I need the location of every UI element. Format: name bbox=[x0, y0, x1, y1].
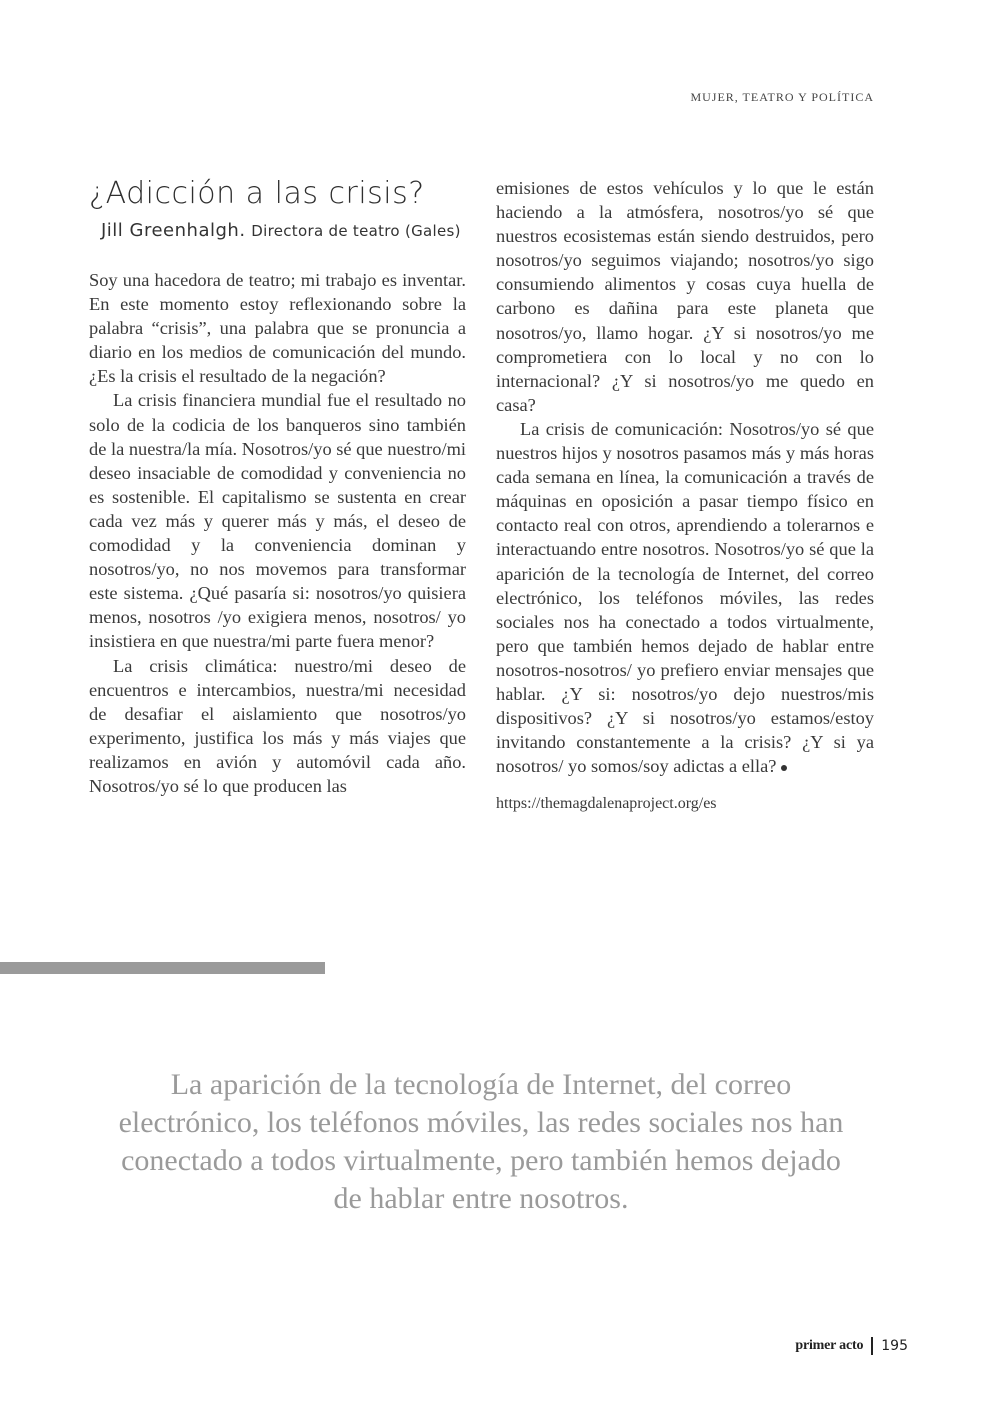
source-link[interactable]: https://themagdalenaproject.org/es bbox=[496, 795, 717, 813]
paragraph: emisiones de estos vehículos y lo que le están haciendo a la atmósfera, nosotros/yo sé que nuestros ecosistemas están siendo destruidos, pero nosotros/yo seguimos viajando; nosotros/yo sigo consumiendo alimentos y cosas cuya huella de carbono es dañina para este planeta que nosotros/yo, llamo hogar. ¿Y si nosotros/yo me comprometiera con lo local y no con lo internacional? ¿Y si nosotros/yo me quedo en casa? bbox=[496, 178, 874, 415]
author-role: Directora de teatro (Gales) bbox=[251, 222, 461, 240]
magazine-name: primer acto bbox=[795, 1338, 864, 1353]
pull-quote: La aparición de la tecnología de Internet, del correo electrónico, los teléfonos móviles, las redes sociales nos han conectado a todos virtualmente, pero también hemos dejado de hablar entre nosotros. bbox=[118, 1068, 844, 1215]
paragraph-final bbox=[496, 417, 874, 778]
byline bbox=[101, 220, 466, 242]
folio-divider bbox=[871, 1337, 873, 1355]
author-name: Jill Greenhalgh. bbox=[101, 220, 246, 241]
folio bbox=[795, 1337, 908, 1355]
running-head: MUJER, TEATRO Y POLÍTICA bbox=[690, 90, 874, 104]
page-number: 195 bbox=[881, 1338, 908, 1354]
article-title: ¿Adicción a las crisis? bbox=[89, 176, 425, 211]
paragraph: La crisis climática: nuestro/mi deseo de encuentros e intercambios, nuestra/mi necesidad de desafiar el aislamiento que nosotros/yo experimento, justifica los más y más viajes que realizamos en avión y automóvil cada año. Nosotros/yo sé lo que producen las bbox=[89, 655, 466, 796]
paragraph-text: La crisis de comunicación: Nosotros/yo sé que nuestros hijos y nosotros pasamos más y más horas cada semana en línea, la comunicación a través de máquinas en oposición a pasar tiempo físico en contacto real con otros, aprendiendo a tolerarnos e interactuando entre nosotros. Nosotros/yo sé que la aparición de la tecnología de Internet, del correo electrónico, los teléfonos móviles, las redes sociales nos ha conectado a todos virtualmente, pero que también hemos dejado de hablar entre nosotros-nosotros/ yo prefiero enviar mensajes que hablar. ¿Y si: nosotros/yo dejo nuestros/mis dispositivos? ¿Y si nosotros/yo estamos/estoy invitando constantemente a la crisis? ¿Y si ya nosotros/ yo somos/soy adictas a ella? bbox=[496, 418, 874, 777]
paragraph: Soy una hacedora de teatro; mi trabajo es inventar. En este momento estoy reflexionando sobre la palabra “crisis”, una palabra que se pronuncia a diario en los medios de comunicación del mundo. ¿Es la crisis el resultado de la negación? bbox=[89, 270, 466, 387]
paragraph: La crisis financiera mundial fue el resultado no solo de la codicia de los banqueros sino también de la nuestra/la mía. Nosotros/yo sé que nuestro/mi deseo insaciable de comodidad y conveniencia no es sostenible. El capitalismo se sustenta en crear cada vez más y querer más y más, el deseo de comodidad y la conveniencia dominan y nosotros/yo, no nos movemos para transformar este sistema. ¿Qué pasaría si: nosotros/yo quisiera menos, nosotros /yo exigiera menos, nosotros/ yo insistiera en que nuestra/mi parte fuera menor? bbox=[89, 390, 466, 652]
end-mark-icon bbox=[781, 765, 787, 771]
column-right bbox=[496, 176, 874, 816]
column-left bbox=[89, 176, 466, 798]
decorative-rule bbox=[0, 962, 325, 974]
